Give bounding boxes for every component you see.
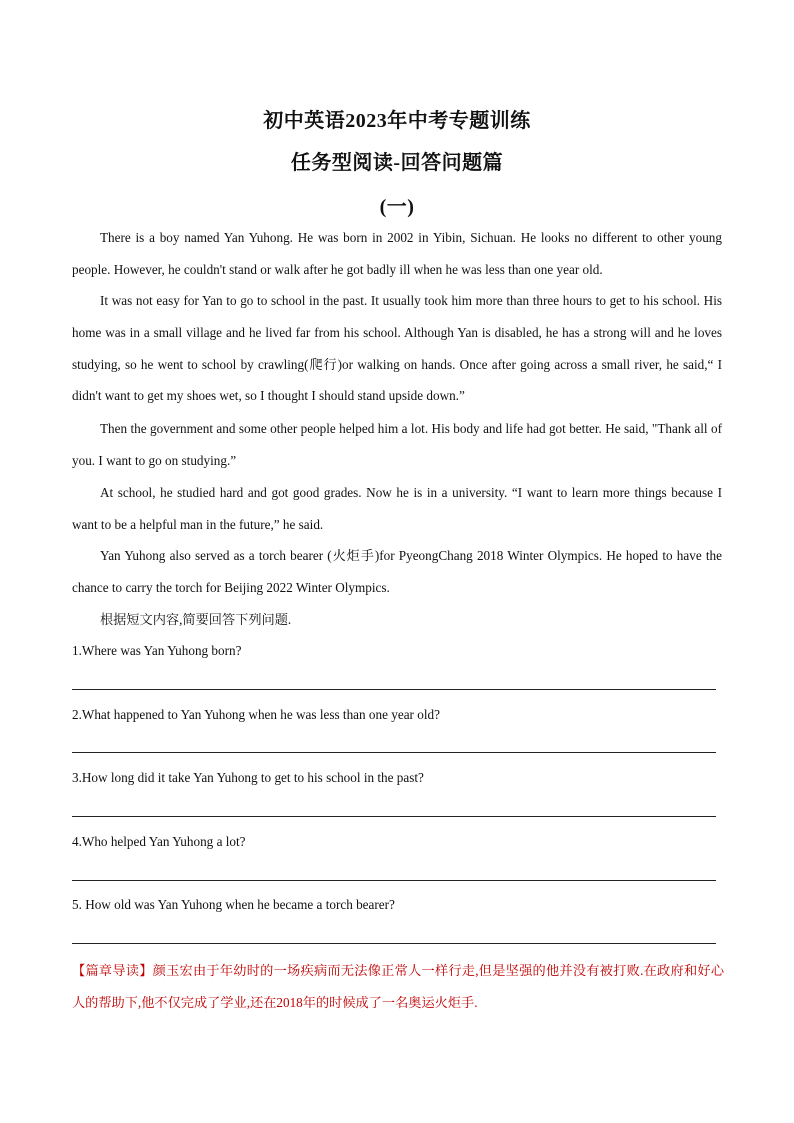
question-5: 5. How old was Yan Yuhong when he became a torch bearer?: [72, 897, 395, 912]
answer-line-3[interactable]: [72, 816, 716, 817]
answer-line-2[interactable]: [72, 752, 716, 753]
instructions: 根据短文内容,简要回答下列问题.: [100, 612, 292, 627]
answer-line-5[interactable]: [72, 943, 716, 944]
passage-paragraph-4: At school, he studied hard and got good grades. Now he is in a university. “I want to learn more things because I want to be a helpful man in the future,” he said.: [72, 485, 722, 532]
page-title: 初中英语2023年中考专题训练: [263, 110, 531, 132]
page-subtitle: 任务型阅读-回答问题篇: [290, 152, 504, 174]
question-1: 1.Where was Yan Yuhong born?: [72, 643, 242, 658]
question-3: 3.How long did it take Yan Yuhong to get to his school in the past?: [72, 770, 424, 785]
passage-paragraph-5: Yan Yuhong also served as a torch bearer (火炬手)for PyeongChang 2018 Winter Olympics. He hoped to have the chance to carry the torch for Beijing 2022 Winter Olympics.: [72, 548, 722, 595]
reading-guide-text: 颜玉宏由于年幼时的一场疾病而无法像正常人一样行走,但是坚强的他并没有被打败.在政府和好心人的帮助下,他不仅完成了学业,还在2018年的时候成了一名奥运火炬手.: [72, 963, 725, 1010]
question-2: 2.What happened to Yan Yuhong when he was less than one year old?: [72, 707, 440, 722]
answer-line-1[interactable]: [72, 689, 716, 690]
section-label: (一): [379, 196, 415, 218]
passage-paragraph-3: Then the government and some other people helped him a lot. His body and life had got better. He said, "Thank all of you. I want to go on studying.”: [72, 421, 722, 468]
question-4: 4.Who helped Yan Yuhong a lot?: [72, 834, 246, 849]
passage-paragraph-2: It was not easy for Yan to go to school in the past. It usually took him more than three hours to get to his school. His home was in a small village and he lived far from his school. Although Yan is disabled, he has a strong will and he loves studying, so he went to school by crawling(爬行)or walking on hands. Once after going across a small river, he said,“ I didn't want to get my shoes wet, so I thought I should stand upside down.”: [72, 293, 722, 404]
reading-guide: [72, 955, 724, 1019]
reading-guide-tag: 【篇章导读】: [72, 963, 153, 978]
answer-line-4[interactable]: [72, 880, 716, 881]
passage-paragraph-1: There is a boy named Yan Yuhong. He was born in 2002 in Yibin, Sichuan. He looks no different to other young people. However, he couldn't stand or walk after he got badly ill when he was less than one year old.: [72, 230, 722, 277]
